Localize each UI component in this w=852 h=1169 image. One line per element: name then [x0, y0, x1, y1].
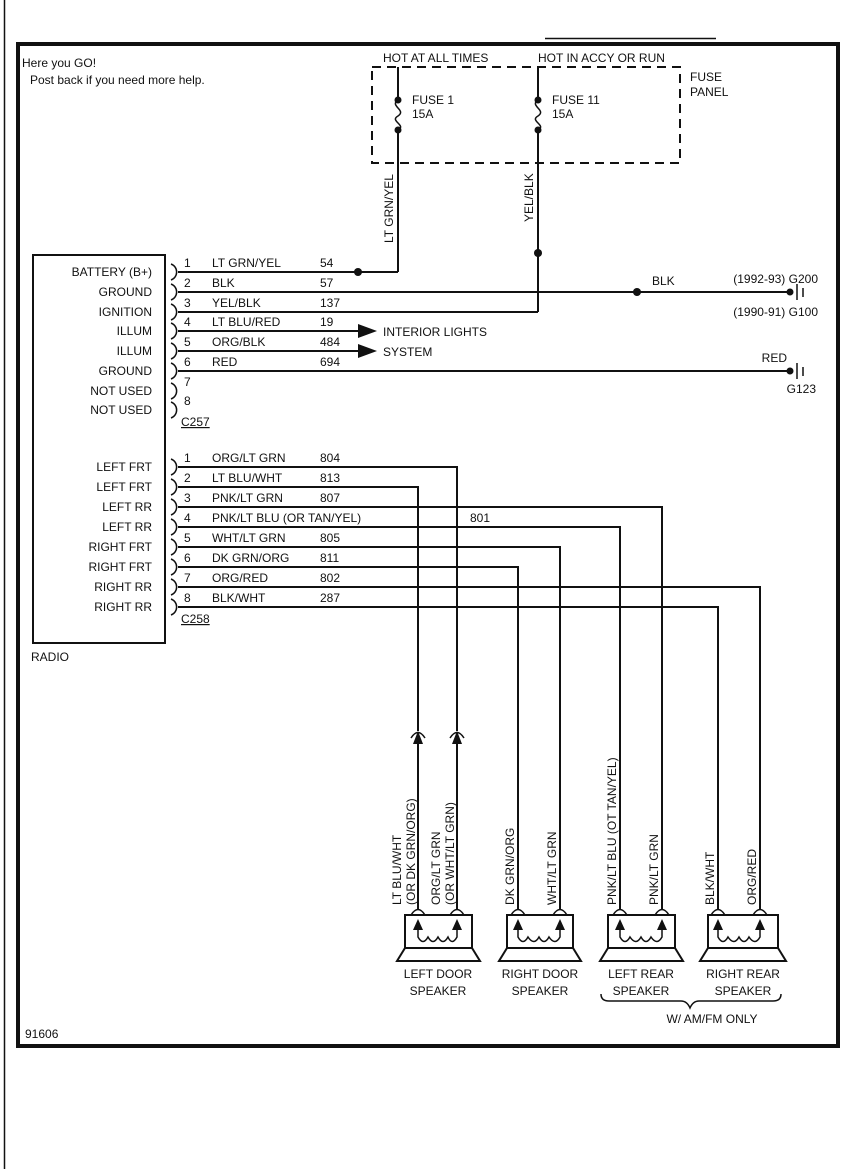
fuse-11-rating: 15A [552, 107, 574, 121]
c258-pin8-wire: BLK/WHT [212, 591, 266, 605]
c257-pin6-function: GROUND [98, 364, 152, 378]
interior-lights-label-1: INTERIOR LIGHTS [383, 325, 488, 339]
c258-pin1-number: 1 [184, 451, 191, 465]
blk-wire-label: BLK [652, 274, 675, 288]
c257-pin4-circuit: 19 [320, 315, 334, 329]
sp4-left-wire-label: BLK/WHT [703, 851, 717, 905]
c258-pin5-circuit: 805 [320, 531, 341, 545]
wire-label-yel-blk: YEL/BLK [522, 173, 536, 222]
c258-pin4-wire: PNK/LT BLU (OR TAN/YEL) [212, 511, 362, 525]
fuse-11-name: FUSE 11 [552, 93, 600, 107]
terminal-arrow [513, 919, 523, 930]
pin-arc [171, 264, 177, 280]
ground-g100-label: (1990-91) G100 [733, 305, 818, 319]
c258-pin1-function: LEFT FRT [96, 460, 152, 474]
pin-arc [171, 579, 177, 595]
sp1-right-wire-label: ORG/LT GRN [429, 831, 443, 905]
amfm-only-label: W/ AM/FM ONLY [666, 1012, 758, 1026]
speaker-name-1b: SPEAKER [409, 984, 467, 998]
c258-pin1-circuit: 804 [320, 451, 341, 465]
sp1-left-wire-alt: (OR DK GRN/ORG) [404, 798, 418, 905]
interior-lights-label-2: SYSTEM [383, 345, 433, 359]
speaker-left-door [397, 910, 480, 999]
c257-pin3-function: IGNITION [98, 305, 152, 319]
c258-pin6-number: 6 [184, 551, 191, 565]
pin-arc [171, 363, 177, 379]
fuse-1 [395, 67, 455, 134]
speaker-wire-labels [390, 757, 759, 905]
hot-in-accy-or-run-label: HOT IN ACCY OR RUN [538, 51, 665, 65]
wire-lt-grn-yel-feed [382, 130, 398, 272]
pin-arc [171, 559, 177, 575]
c258-pin8-function: RIGHT RR [94, 600, 152, 614]
hot-at-all-times-label: HOT AT ALL TIMES [383, 51, 489, 65]
c257-pin2-wire: BLK [212, 276, 235, 290]
terminal-arrow [452, 919, 462, 930]
terminal-arrow [413, 919, 423, 930]
c258-pin7-wire: ORG/RED [212, 571, 269, 585]
speaker-name-4: RIGHT REAR [706, 967, 780, 981]
c258-pin3-circuit: 807 [320, 491, 341, 505]
speaker-cone [397, 948, 480, 961]
ground-g123-label: G123 [786, 382, 816, 396]
c257-pin1-function: BATTERY (B+) [71, 265, 152, 279]
c257-pin5-wire: ORG/BLK [212, 335, 266, 349]
c258-pin5-function: RIGHT FRT [88, 540, 152, 554]
speaker-right-rear [700, 910, 786, 999]
c257-pin3-wire: YEL/BLK [212, 296, 261, 310]
c258-pin4-number: 4 [184, 511, 191, 525]
c258-pin7-function: RIGHT RR [94, 580, 152, 594]
amfm-only-note [601, 994, 781, 1026]
sp4-right-wire-label: ORG/RED [745, 848, 759, 905]
terminal-arrow [657, 919, 667, 930]
radio-label: RADIO [31, 650, 70, 664]
speaker-left-rear [600, 910, 683, 999]
c257-pin3-circuit: 137 [320, 296, 341, 310]
c257-pin4-function: ILLUM [116, 324, 152, 338]
pin-arc [171, 343, 177, 359]
pin-arc [171, 459, 177, 475]
pin-arc [171, 383, 177, 399]
c258-pin2-circuit: 813 [320, 471, 341, 485]
c258-pin4-function: LEFT RR [102, 520, 152, 534]
c257-pin8-function: NOT USED [90, 403, 152, 417]
c257-pin8-number: 8 [184, 394, 191, 408]
c258-pin4-circuit: 801 [470, 511, 491, 525]
sp2-left-wire-label: DK GRN/ORG [503, 827, 517, 905]
c257-pin5-number: 5 [184, 335, 191, 349]
connector-c258 [88, 451, 490, 626]
pin-arc [171, 323, 177, 339]
c257-pin7-function: NOT USED [90, 384, 152, 398]
sp3-right-wire-label: PNK/LT GRN [647, 834, 661, 905]
doc-number: 91606 [25, 1027, 59, 1041]
c257-pin4-number: 4 [184, 315, 191, 329]
c258-name: C258 [181, 612, 210, 626]
sp1-left-wire-label: LT BLU/WHT [390, 834, 404, 905]
c258-pin7-circuit: 802 [320, 571, 341, 585]
pin-arc [171, 499, 177, 515]
speaker-name-2b: SPEAKER [511, 984, 569, 998]
pin-arc [171, 402, 177, 418]
c257-pin7-number: 7 [184, 375, 191, 389]
c258-pin5-wire: WHT/LT GRN [212, 531, 286, 545]
note-line1: Here you GO! [22, 56, 97, 70]
speaker-name-3: LEFT REAR [608, 967, 674, 981]
terminal-arrow [615, 919, 625, 930]
c257-pin6-circuit: 694 [320, 355, 341, 369]
speaker-name-4b: SPEAKER [714, 984, 772, 998]
ground-g123 [762, 351, 817, 396]
sp3-left-wire-label: PNK/LT BLU (OT TAN/YEL) [605, 757, 619, 905]
c257-name: C257 [181, 415, 210, 429]
c257-pin4-wire: LT BLU/RED [212, 315, 281, 329]
red-wire-label: RED [761, 351, 787, 365]
wire-label-lt-grn-yel: LT GRN/YEL [382, 174, 396, 243]
speaker-coil [718, 930, 760, 942]
fuse-panel-label-2: PANEL [690, 85, 729, 99]
c258-pin2-wire: LT BLU/WHT [212, 471, 283, 485]
speaker-cone [600, 948, 683, 961]
speaker-name-3b: SPEAKER [612, 984, 670, 998]
c257-pin1-number: 1 [184, 256, 191, 270]
c258-pin6-function: RIGHT FRT [88, 560, 152, 574]
c257-pin6-number: 6 [184, 355, 191, 369]
arrow-to-interior-lights-2 [358, 344, 377, 358]
speaker-cone [499, 948, 581, 961]
ground-g200-g100 [652, 272, 818, 319]
speaker-cone [700, 948, 786, 961]
fuse-panel-label-1: FUSE [690, 70, 723, 84]
fuse-panel [372, 51, 729, 163]
c258-pin3-number: 3 [184, 491, 191, 505]
terminal-arrow [555, 919, 565, 930]
c257-pin1-wire: LT GRN/YEL [212, 256, 281, 270]
speaker-coil [518, 930, 560, 942]
arrow-to-interior-lights [358, 324, 377, 338]
pin-arc [171, 479, 177, 495]
c257-pin2-function: GROUND [98, 285, 152, 299]
speaker-coil [620, 930, 662, 942]
speaker-name-1: LEFT DOOR [403, 967, 473, 981]
c257-pin5-circuit: 484 [320, 335, 341, 349]
speaker-coil [418, 930, 457, 942]
ground-g200-label: (1992-93) G200 [733, 272, 818, 286]
speaker-name-2: RIGHT DOOR [501, 967, 579, 981]
c257-pin1-circuit: 54 [320, 256, 334, 270]
c258-pin2-function: LEFT FRT [96, 480, 152, 494]
fuse-1-element [395, 100, 400, 130]
pin-arc [171, 599, 177, 615]
c257-pin2-number: 2 [184, 276, 191, 290]
c258-pin1-wire: ORG/LT GRN [212, 451, 286, 465]
terminal-arrow [755, 919, 765, 930]
terminal-arrow [713, 919, 723, 930]
speaker-right-door [499, 910, 581, 999]
sp1-right-wire-alt: (OR WHT/LT GRN) [443, 802, 457, 905]
c258-pin3-function: LEFT RR [102, 500, 152, 514]
c257-pin3-number: 3 [184, 296, 191, 310]
fuse-11 [535, 67, 601, 134]
connector-c257 [72, 256, 341, 429]
wire-org-red-802 [178, 587, 760, 910]
c258-pin8-number: 8 [184, 591, 191, 605]
c258-pin6-circuit: 811 [320, 551, 340, 565]
pin-arc [171, 304, 177, 320]
pin-arc [171, 284, 177, 300]
c258-pin6-wire: DK GRN/ORG [212, 551, 290, 565]
wire-dk-grn-org-811 [178, 567, 518, 910]
c258-pin2-number: 2 [184, 471, 191, 485]
c257-pin2-circuit: 57 [320, 276, 334, 290]
pin-arc [171, 539, 177, 555]
c258-pin3-wire: PNK/LT GRN [212, 491, 283, 505]
sp2-right-wire-label: WHT/LT GRN [545, 831, 559, 905]
fuse-1-name: FUSE 1 [412, 93, 455, 107]
fuse-11-element [535, 100, 540, 130]
note-line2: Post back if you need more help. [30, 73, 205, 87]
c257-pin5-function: ILLUM [116, 344, 152, 358]
wire-yel-blk-feed [522, 130, 542, 312]
c258-pin5-number: 5 [184, 531, 191, 545]
c257-pin6-wire: RED [212, 355, 238, 369]
c258-pin7-number: 7 [184, 571, 191, 585]
c258-pin8-circuit: 287 [320, 591, 341, 605]
fuse-1-rating: 15A [412, 107, 434, 121]
pin-arc [171, 519, 177, 535]
